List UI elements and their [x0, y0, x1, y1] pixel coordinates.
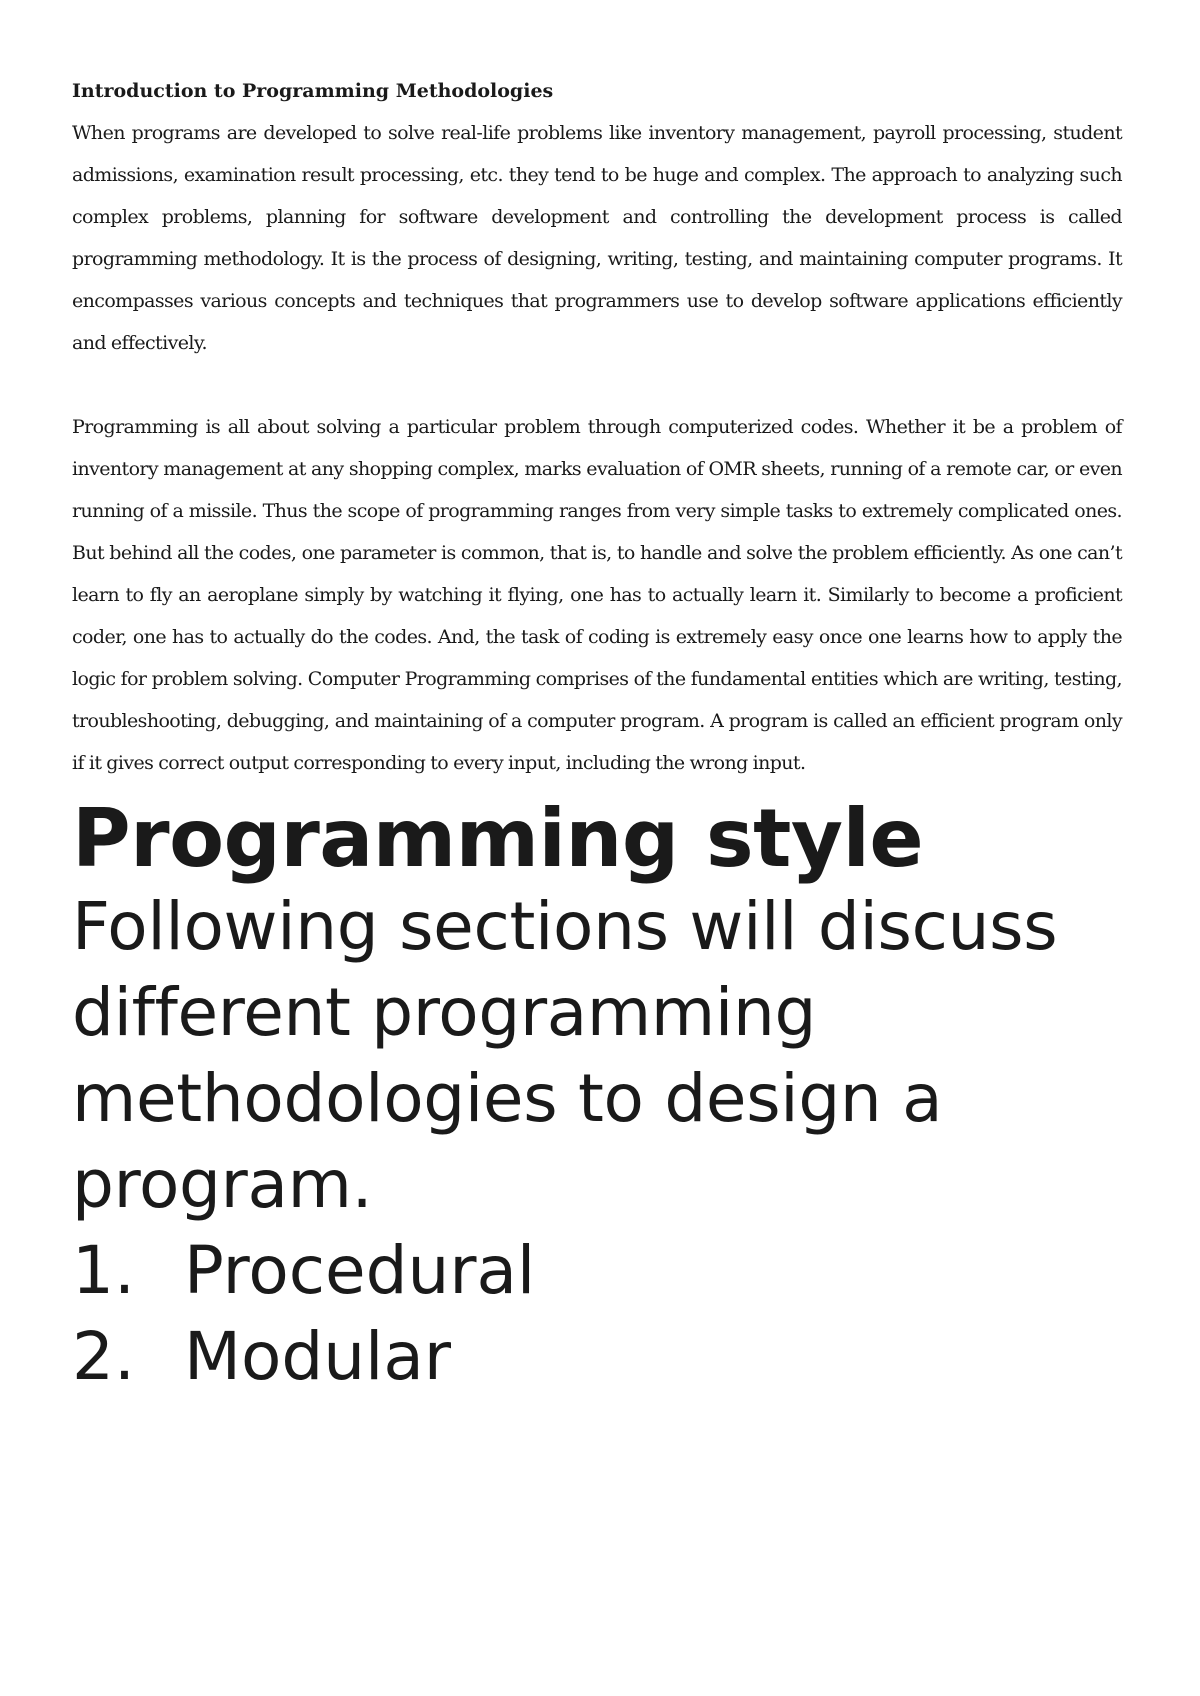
document-heading: Introduction to Programming Methodologies	[72, 80, 554, 102]
programming-paragraph: Programming is all about solving a particular problem through computerized codes. Whether it be a problem of inventory management at any shopping complex, marks evaluation of OMR sheets, running of a remote car, or even running of a missile. Thus the scope of programming ranges from very simple tasks to extremely complicated ones. But behind all the codes, one parameter is common, that is, to handle and solve the problem efficiently. As one can’t learn to fly an aeroplane simply by watching it flying, one has to actually learn it. Similarly to become a proficient coder, one has to actually do the codes. And, the task of coding is extremely easy once one learns how to apply the logic for problem solving. Computer Programming comprises of the fundamental entities which are writing, testing, troubleshooting, debugging, and maintaining of a computer program. A program is called an efficient program only if it gives correct output corresponding to every input, including the wrong input.	[72, 416, 1122, 774]
list-item-number: 1.	[72, 1232, 135, 1309]
section-intro: Following sections will discuss different programming methodologies to design a program.	[72, 888, 1058, 1223]
document-page	[72, 70, 1122, 1400]
list-item	[72, 1228, 1122, 1314]
section-title: Programming style	[72, 792, 924, 885]
list-item	[72, 1314, 1122, 1400]
list-item-number: 2.	[72, 1318, 135, 1395]
methodology-list	[72, 1228, 1122, 1400]
list-item-label: Procedural	[184, 1232, 536, 1309]
paragraph-gap	[72, 364, 1122, 406]
intro-paragraph: When programs are developed to solve real-life problems like inventory management, payroll processing, student admissions, examination result processing, etc. they tend to be huge and complex. The approach to analyzing such complex problems, planning for software development and controlling the development process is called programming methodology. It is the process of designing, writing, testing, and maintaining computer programs. It encompasses various concepts and techniques that programmers use to develop software applications efficiently and effectively.	[72, 122, 1122, 354]
list-item-label: Modular	[184, 1318, 451, 1395]
